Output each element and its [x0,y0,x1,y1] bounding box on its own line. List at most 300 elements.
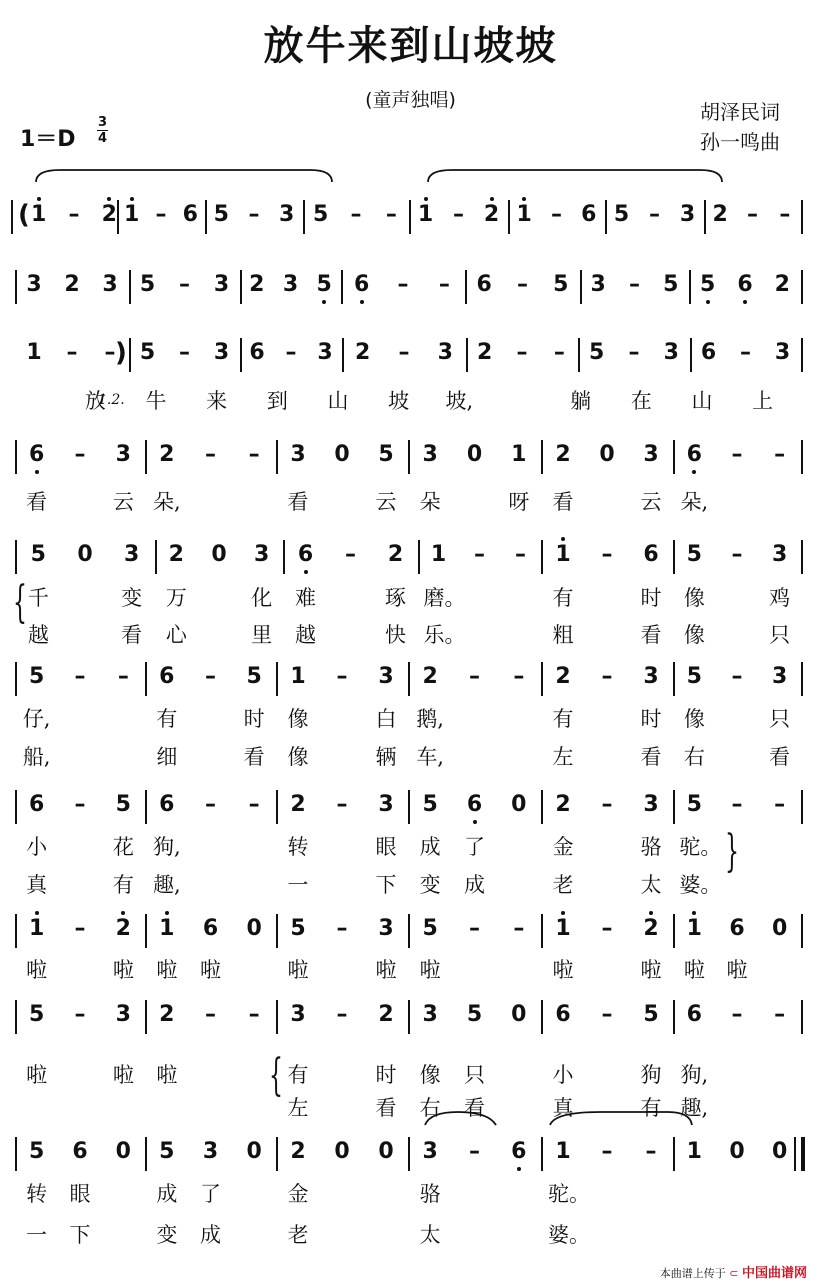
lyric-syllable: 小 [552,1063,574,1087]
time-signature-top: 3 [97,115,108,130]
dash-note: – [645,1139,657,1164]
octave-dot-high [107,197,111,201]
barline [408,1137,410,1171]
lyric-syllable: 狗 [640,1063,662,1087]
note: 5 [115,792,131,817]
note: 3 [663,340,679,365]
lyric-syllable: 骆 [640,835,662,859]
lyric-syllable: 在 [630,389,652,413]
lyric-syllable: 成 [464,873,485,897]
barline [673,1000,675,1034]
lyric-syllable: 像 [683,586,705,610]
dash-note: – [68,202,80,227]
barline [15,662,17,696]
barline [801,1000,803,1034]
barline [794,1137,796,1171]
lyric-syllable: 看 [552,490,574,514]
rest-note: 0 [334,1139,350,1164]
lyric-syllable: 小 [26,835,48,859]
dash-note: – [469,916,480,941]
slur [428,170,722,182]
rest-note: 0 [115,1139,131,1164]
dash-note: – [649,202,660,227]
lyric-syllable: 看 [464,1096,485,1120]
dash-note: – [551,202,562,227]
note: 3 [422,1139,438,1164]
barline [11,200,13,234]
lyric-syllable: 啦 [683,958,705,982]
barline [408,1000,410,1034]
lyric-syllable: 左 [287,1096,309,1120]
dash-note: – [731,792,743,817]
lyric-syllable: 眼 [375,835,397,859]
barline [541,440,543,474]
octave-dot-low [360,300,364,304]
barline [145,1000,147,1034]
barline [578,338,580,372]
note: 5 [30,542,46,567]
lyric-syllable: 啦 [375,958,397,982]
open-parenthesis: ( [18,200,30,230]
barline [465,270,467,304]
barline [409,200,411,234]
footer-text: 本曲谱上传于 [659,1267,726,1280]
lyric-syllable: 上 [752,389,774,413]
note: 2 [712,202,728,227]
lyric-syllable: 看 [769,745,791,769]
lyric-syllable: 难 [295,586,316,610]
lyric-syllable: 啦 [26,958,48,982]
dash-note: – [285,340,297,365]
lyric-syllable: 鹅, [416,707,444,731]
barline [145,440,147,474]
note: 6 [354,272,370,297]
barline [408,662,410,696]
note: 5 [466,1002,483,1027]
dash-note: – [74,916,86,941]
barline [418,540,420,574]
dash-note: – [628,340,640,365]
song-subtitle: (童声独唱) [365,89,456,111]
barline [276,790,278,824]
barline [145,790,147,824]
lyric-syllable: 左 [552,745,574,769]
dash-note: – [779,202,791,227]
note: 3 [772,664,788,689]
note: 3 [290,1002,306,1027]
note: 6 [555,1002,571,1027]
dash-note: – [731,1002,743,1027]
barline [15,540,17,574]
time-signature [97,116,108,145]
dash-note: – [731,442,743,467]
dash-note: – [336,792,348,817]
lyric-syllable: 细 [156,745,178,769]
rest-note: 0 [511,1002,527,1027]
note: 3 [378,664,394,689]
octave-dot-high [37,197,41,201]
note: 3 [378,792,394,817]
dash-note: – [104,340,116,365]
dash-note: – [740,340,751,365]
note: 6 [29,442,45,467]
lyric-syllable: 啦 [640,958,662,982]
note: 3 [213,340,230,365]
octave-dot-high [121,911,125,915]
note: 6 [182,202,198,227]
lyric-syllable: 有 [552,707,574,731]
lyric-syllable: 狗, [680,1063,709,1087]
dash-note: – [205,792,216,817]
lyric-syllable: 鸡 [769,586,791,610]
barline [145,1137,147,1171]
rest-note: 0 [466,442,483,467]
note: 3 [422,442,438,467]
lyric-syllable: 像 [287,707,309,731]
lyric-syllable: 一 [287,873,309,897]
footer-brand: 中国曲谱网 [741,1266,807,1281]
dash-note: – [453,202,464,227]
barline [129,338,131,372]
lyric-syllable: 牛 [145,389,167,413]
dash-note: – [74,442,86,467]
dash-note: – [66,340,78,365]
barline [341,270,343,304]
lyric-syllable: 啦 [112,958,134,982]
lyric-syllable: 千 [27,586,49,610]
lyric-syllable: 粗 [552,623,574,647]
lyric-syllable: 金 [287,1182,309,1206]
barline [673,662,675,696]
octave-dot-high [165,911,169,915]
dash-note: – [205,442,216,467]
barline [408,440,410,474]
note: 3 [213,272,230,297]
note: 3 [422,1002,438,1027]
lyric-syllable: 啦 [419,958,441,982]
lyric-syllable: 真 [26,873,48,897]
note: 6 [466,792,483,817]
lyric-syllable: 啦 [200,958,221,982]
note: 3 [290,442,306,467]
note: 6 [476,272,492,297]
dash-note: – [774,442,786,467]
lyric-syllable: 时 [375,1063,397,1087]
dash-note: – [515,542,526,567]
note: 6 [511,1139,527,1164]
note: 5 [663,272,679,297]
note: 2 [555,664,571,689]
note: 2 [387,542,404,567]
note: 6 [159,792,175,817]
note: 5 [613,202,630,227]
dash-note: – [179,272,190,297]
note: 5 [378,442,394,467]
dash-note: – [731,664,743,689]
lyric-syllable: 白 [375,707,397,731]
time-signature-bottom: 4 [97,131,108,146]
lyric-syllable: 有 [112,873,134,897]
lyric-syllable: 看 [121,623,143,647]
dash-note: – [397,272,409,297]
lyric-syllable: 有 [156,707,178,731]
lyric-syllable: 看 [243,745,265,769]
lyric-syllable: 乐。 [423,623,466,647]
lyric-syllable: 太 [419,1223,441,1247]
lyric-syllable: 放 [84,389,106,413]
dash-note: – [179,340,190,365]
note: 6 [297,542,314,567]
lyric-syllable: 云 [640,490,662,514]
note: 3 [254,542,270,567]
barline [673,440,675,474]
note: 2 [643,916,659,941]
rest-note: 0 [772,916,788,941]
lyric-syllable: 像 [683,623,705,647]
barline [673,1137,675,1171]
lyric-syllable: 啦 [112,1063,134,1087]
lyric-syllable: 躺 [570,389,592,413]
note: 1 [124,202,140,227]
note: 1 [29,916,45,941]
octave-dot-high [35,911,39,915]
lyric-syllable: 船, [22,745,51,769]
octave-dot-low [304,570,308,574]
lyric-syllable: 只 [464,1063,485,1087]
note: 2 [774,272,790,297]
lyric-syllable: 看 [640,623,662,647]
barline [541,662,543,696]
lyric-syllable: 像 [287,745,309,769]
barline [129,270,131,304]
barline [541,914,543,948]
lyric-syllable: 云 [112,490,134,514]
note: 1 [555,916,571,941]
dash-note: – [155,202,167,227]
barline [690,338,692,372]
note: 6 [29,792,45,817]
dash-note: – [601,916,613,941]
lyric-brace: { [13,577,27,628]
note: 6 [72,1139,88,1164]
composer-credit: 孙一鸣曲 [700,130,780,154]
lyric-syllable: 朵, [680,490,709,514]
rest-note: 0 [772,1139,788,1164]
note: 5 [29,664,45,689]
note: 3 [279,202,295,227]
lyric-syllable: 一 [26,1223,48,1247]
lyric-syllable: 了 [200,1182,221,1206]
lyric-syllable: 真 [552,1096,574,1120]
dash-note: – [248,792,260,817]
barline [673,790,675,824]
barline [155,540,157,574]
dash-note: – [438,272,450,297]
note: 5 [159,1139,175,1164]
note: 2 [115,916,131,941]
lyric-syllable: 狗, [152,835,181,859]
barline [276,1137,278,1171]
lyric-syllable: 转 [26,1182,48,1206]
note: 3 [115,442,131,467]
dash-note: – [345,542,356,567]
dash-note: – [513,664,525,689]
note: 2 [555,792,571,817]
note: 3 [437,340,453,365]
dash-note: – [474,542,485,567]
lyric-syllable: 啦 [156,1063,178,1087]
dash-note: – [74,792,86,817]
lyric-syllable: 成 [419,835,441,859]
note: 3 [378,916,394,941]
note: 5 [589,340,605,365]
note: 3 [643,792,659,817]
dash-note: – [601,542,613,567]
lyric-brace: } [725,826,739,877]
lyric-syllable: 万 [165,586,187,610]
note: 2 [355,340,371,365]
lyric-syllable: 趣, [152,873,181,897]
barline [145,662,147,696]
barline [801,540,803,574]
note: 3 [202,1139,219,1164]
lyric-syllable: 变 [419,873,441,897]
dash-note: – [601,1139,613,1164]
lyric-syllable: 来 [206,389,228,413]
lyric-syllable: 老 [552,873,574,897]
lyric-syllable: 成 [200,1223,221,1247]
octave-dot-high [692,911,696,915]
octave-dot-high [561,537,565,541]
dash-note: – [747,202,758,227]
rest-note: 0 [378,1139,394,1164]
barline [541,1137,543,1171]
note: 2 [422,664,438,689]
note: 2 [168,542,184,567]
lyric-syllable: 变 [121,586,143,610]
lyric-syllable: 云 [375,490,397,514]
dash-note: – [629,272,640,297]
lyric-syllable: 心 [165,623,187,647]
lyric-syllable: 下 [375,873,397,897]
lyric-syllable: 驼。 [548,1182,590,1206]
note: 5 [290,916,306,941]
barline [801,200,803,234]
barline [15,440,17,474]
barline [145,914,147,948]
barline [508,200,510,234]
note: 1 [555,542,571,567]
barline [408,914,410,948]
lyric-syllable: 到 [266,389,288,413]
note: 2 [159,442,175,467]
barline [276,440,278,474]
barline [240,270,242,304]
barline [673,914,675,948]
barline [466,338,468,372]
lyric-syllable: 婆。 [679,873,722,897]
lyric-syllable: 啦 [26,1063,48,1087]
lyric-syllable: 驼。 [679,835,722,859]
lyric-syllable: 啦 [726,958,748,982]
note: 3 [115,1002,131,1027]
note: 5 [29,1002,45,1027]
barline [704,200,706,234]
lyric-syllable: 成 [156,1182,178,1206]
lyric-syllable: 啦 [552,958,574,982]
close-parenthesis: ) [115,338,127,368]
barline [15,914,17,948]
dash-note: – [74,1002,86,1027]
lyric-syllable: 有 [287,1063,309,1087]
dash-note: – [553,340,565,365]
lyric-syllable: 趣, [680,1096,709,1120]
rest-note: 0 [729,1139,745,1164]
note: 2 [290,1139,306,1164]
note: 5 [553,272,569,297]
barline [801,270,803,304]
octave-dot-high [424,197,428,201]
lyric-syllable: 看 [287,490,309,514]
dash-note: – [731,542,743,567]
note: 5 [422,916,438,941]
rest-note: 0 [334,442,350,467]
lyric-syllable: 辆 [375,745,397,769]
barline [283,540,285,574]
note: 6 [643,542,659,567]
rest-note: 0 [246,1139,262,1164]
note: 2 [477,340,493,365]
note: 1 [511,442,527,467]
note: 5 [213,202,229,227]
dash-note: – [248,1002,260,1027]
lyricist-credit: 胡泽民词 [700,100,780,124]
lyric-syllable: 仔, [22,707,51,731]
octave-dot-high [561,911,565,915]
lyric-syllable: 车, [416,745,444,769]
octave-dot-low [692,470,696,474]
octave-dot-high [130,197,134,201]
barline [541,790,543,824]
barline [541,540,543,574]
octave-dot-low [743,300,747,304]
note: 6 [686,442,702,467]
note: 5 [313,202,329,227]
octave-dot-low [473,820,477,824]
barline [408,790,410,824]
lyric-syllable: 了 [464,835,485,859]
lyric-syllable: 看 [375,1096,397,1120]
note: 5 [686,542,702,567]
barline [15,1137,17,1171]
note: 5 [139,272,156,297]
rest-note: 0 [77,542,93,567]
dash-note: – [74,664,86,689]
note: 1 [31,202,47,227]
lyric-syllable: 时 [640,707,662,731]
note: 3 [590,272,606,297]
lyric-syllable: 朵, [152,490,181,514]
note: 3 [282,272,299,297]
dash-note: – [601,1002,613,1027]
note: 5 [422,792,438,817]
barline [240,338,242,372]
dash-note: – [398,340,410,365]
barline [15,270,17,304]
dash-note: – [205,1002,216,1027]
note: 1 [430,542,447,567]
note: 1 [159,916,175,941]
